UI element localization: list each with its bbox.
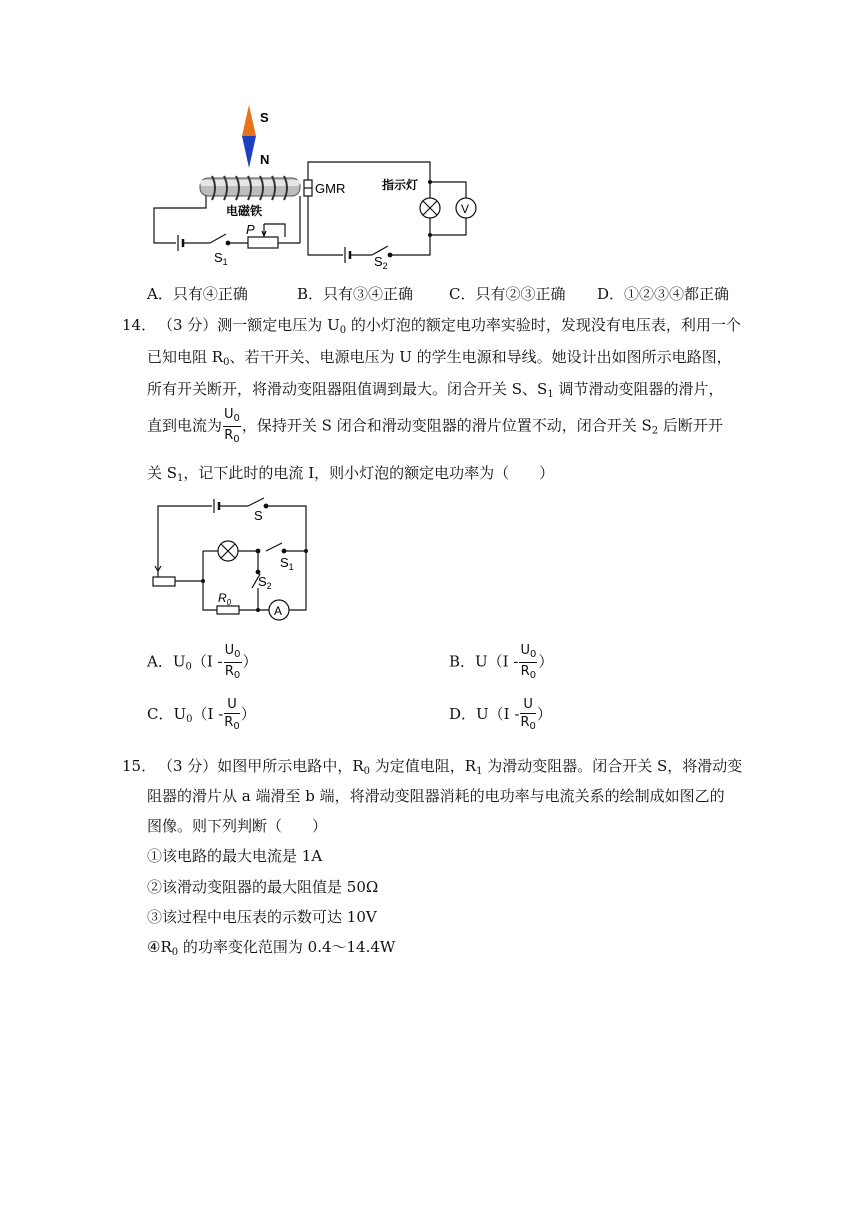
q14-line-3: 所有开关断开，将滑动变阻器阻值调到最大。闭合开关 S、$S_1$ 调节滑动变阻器的滑片， — [147, 380, 724, 400]
q15-item-3: ③该过程中电压表的示数可达 10V — [147, 908, 377, 926]
compass-south-pole — [242, 105, 256, 136]
gmr-label: GMR — [315, 181, 346, 196]
junction-dot — [428, 233, 432, 237]
q13-option-d[interactable]: D．①②③④都正确 — [597, 285, 730, 303]
q14-line-4: 直到电流为 $\frac{U_0}{R_0}$ ，保持开关 S 闭合和滑动变阻器的滑片位置不动，闭合开关 $S_2$ 后断开开 — [147, 407, 723, 445]
compass-s-label: S — [260, 110, 269, 125]
q15-item-2: ②该滑动变阻器的最大阻值是 50Ω — [147, 878, 379, 896]
fraction-u0-over-r0: $\frac{U_0}{R_0}$ — [224, 407, 240, 445]
switch-s2-label: $S_2$ — [258, 574, 272, 591]
q15-item-1: ①该电路的最大电流是 1A — [147, 847, 323, 865]
q14-option-a[interactable]: A．$U_0(I$ - $\frac{U_0}{R_0}$ ） — [147, 643, 258, 681]
q15-line-2: 阻器的滑片从 a 端滑至 b 端，将滑动变阻器消耗的电功率与电流关系的绘制成如图乙的 — [147, 787, 725, 805]
q14-option-b[interactable]: B．U（I - $\frac{U_0}{R_0}$ ） — [449, 643, 554, 681]
switch-s1-label: $S_1$ — [214, 250, 228, 267]
compass-n-label: N — [260, 152, 270, 167]
switch-s1-label: $S_1$ — [280, 555, 294, 572]
electromagnet — [200, 176, 300, 200]
switch-s-label: S — [254, 508, 263, 523]
indicator-lamp-label: 指示灯 — [382, 178, 419, 192]
q13-option-b[interactable]: B．只有③④正确 — [297, 285, 414, 303]
q13-option-c[interactable]: C．只有②③正确 — [449, 285, 566, 303]
q15-item-4: $④R_0$ 的功率变化范围为 0.4～14.4W — [147, 938, 396, 958]
q14-number: 14． — [122, 316, 157, 334]
q14-line-2: 已知电阻 $R_0$、若干开关、电源电压为 U 的学生电源和导线。她设计出如图所示电路图， — [147, 348, 732, 368]
q15-number: 15． — [122, 757, 157, 775]
q14-line-5: 关 $S_1$，记下此时的电流 I，则小灯泡的额定电功率为（ ） — [147, 464, 555, 484]
q14-circuit-figure — [148, 492, 318, 627]
electromagnet-label: 电磁铁 — [226, 204, 263, 218]
q15-line-3: 图像。则下列判断（ ） — [147, 817, 328, 835]
q13-circuit-figure — [140, 100, 480, 275]
junction-dot — [256, 608, 260, 612]
q14-line-1: （3 分）测一额定电压为 $U_0$ 的小灯泡的额定电功率实验时，发现没有电压表，利用一个 — [158, 316, 741, 336]
compass-north-pole — [242, 136, 256, 168]
slider-p-label: P — [246, 222, 255, 237]
resistor-r0-label: $R_0$ — [218, 591, 232, 607]
junction-dot — [304, 549, 308, 553]
junction-dot — [201, 579, 205, 583]
voltmeter-label: V — [461, 202, 470, 216]
ammeter-label: A — [274, 604, 283, 618]
switch-s2-label: $S_2$ — [374, 254, 388, 271]
q14-option-d[interactable]: D．U（I - $\frac{U}{R_0}$ ） — [449, 697, 552, 732]
q15-line-1: （3 分）如图甲所示电路中，$R_0$ 为定值电阻，$R_1$ 为滑动变阻器。闭合开关 S，将滑动变 — [158, 757, 743, 777]
junction-dot — [428, 180, 432, 184]
q14-option-c[interactable]: C．$U_0(I$ - $\frac{U}{R_0}$ ） — [147, 697, 256, 732]
q13-option-a[interactable]: A．只有④正确 — [147, 285, 248, 303]
